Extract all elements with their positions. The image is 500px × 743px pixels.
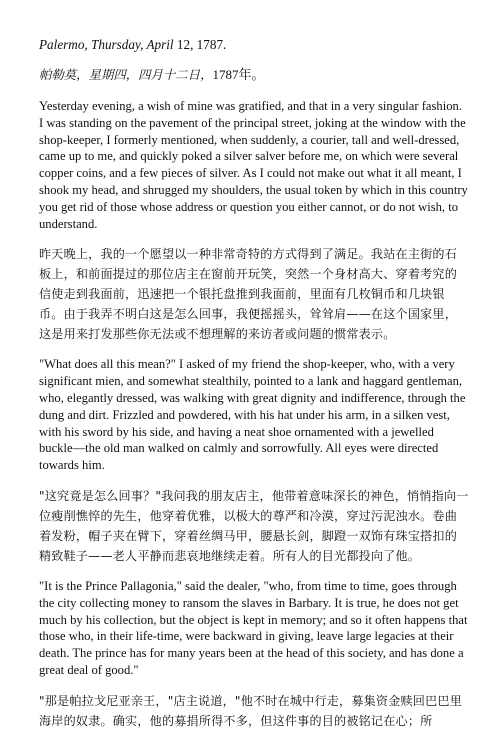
dateline-chinese-italic: 帕勒莫，星期四，四月十二日， — [39, 67, 213, 82]
dateline-english-rest: 12, 1787. — [173, 37, 227, 52]
dateline-chinese — [39, 66, 469, 84]
dateline-chinese-year: 1787年。 — [212, 67, 265, 82]
paragraph-chinese: "这究竟是怎么回事？"我问我的朋友店主，他带着意味深长的神色，悄悄指向一位瘦削憔悴的先生，他穿着优雅，以极大的尊严和冷漠，穿过污泥浊水。卷曲着发粉，帽子夹在臂下，穿着丝绸马甲，腰悬长剑，脚蹬一双饰有珠宝搭扣的精致鞋子——老人平静而悲哀地继续走着。所有人的目光都投向了他。 — [39, 488, 469, 563]
paragraph-chinese: 昨天晚上，我的一个愿望以一种非常奇特的方式得到了满足。我站在主街的石板上，和前面提过的那位店主在窗前开玩笑，突然一个身材高大、穿着考究的信使走到我面前，迅速把一个银托盘推到我面前，里面有几枚铜币和几块银币。由于我弄不明白这是怎么回事，我便摇摇头，耸耸肩——在这个国家里，这是用来打发那些你无法或不想理解的来访者或问题的惯常表示。 — [39, 247, 457, 342]
document-page — [39, 36, 469, 743]
paragraph-english: "It is the Prince Pallagonia," said the dealer, "who, from time to time, goes through the city collecting money to ransom the slaves in Barbary. It is true, he does not get much by his collection, but the object is kept in memory; and so it often happens that those who, in their life-time, were backward in giving, leave large legacies at their death. The prince has for many years been at the head of this society, and has done a great deal of good." — [39, 578, 468, 677]
paragraph-chinese: "那是帕拉戈尼亚亲王，"店主说道，"他不时在城中行走，募集资金赎回巴巴里海岸的奴隶。确实，他的募捐所得不多，但这件事的目的被铭记在心；所 — [39, 693, 462, 728]
dateline-english-italic: Palermo, Thursday, April — [39, 37, 174, 52]
paragraph-english: "What does all this mean?" I asked of my friend the shop-keeper, who, with a very significant mien, and somewhat stealthily, pointed to a lank and haggard gentleman, who, elegantly dressed, was walking with great dignity and indifference, through the dung and dirt. Frizzled and powdered, with his hat under his arm, in a silken vest, with his sword by his side, and having a neat shoe ornamented with a jewelled buckle—the old man walked on calmly and sorrowfully. All eyes were directed towards him. — [39, 357, 466, 473]
dateline-english — [39, 36, 469, 54]
paragraph-english: Yesterday evening, a wish of mine was gratified, and that in a very singular fashion. I was standing on the pavement of the principal street, joking at the window with the shop-keeper, I formerly mentioned, when suddenly, a courier, tall and well-dressed, came up to me, and quickly poked a silver salver before me, on which were several copper coins, and a few pieces of silver. As I could not make out what it all meant, I shook my head, and shrugged my shoulders, the usual token by which in this country you get rid of those whose address or question you either cannot, or do not wish, to understand. — [39, 99, 468, 231]
